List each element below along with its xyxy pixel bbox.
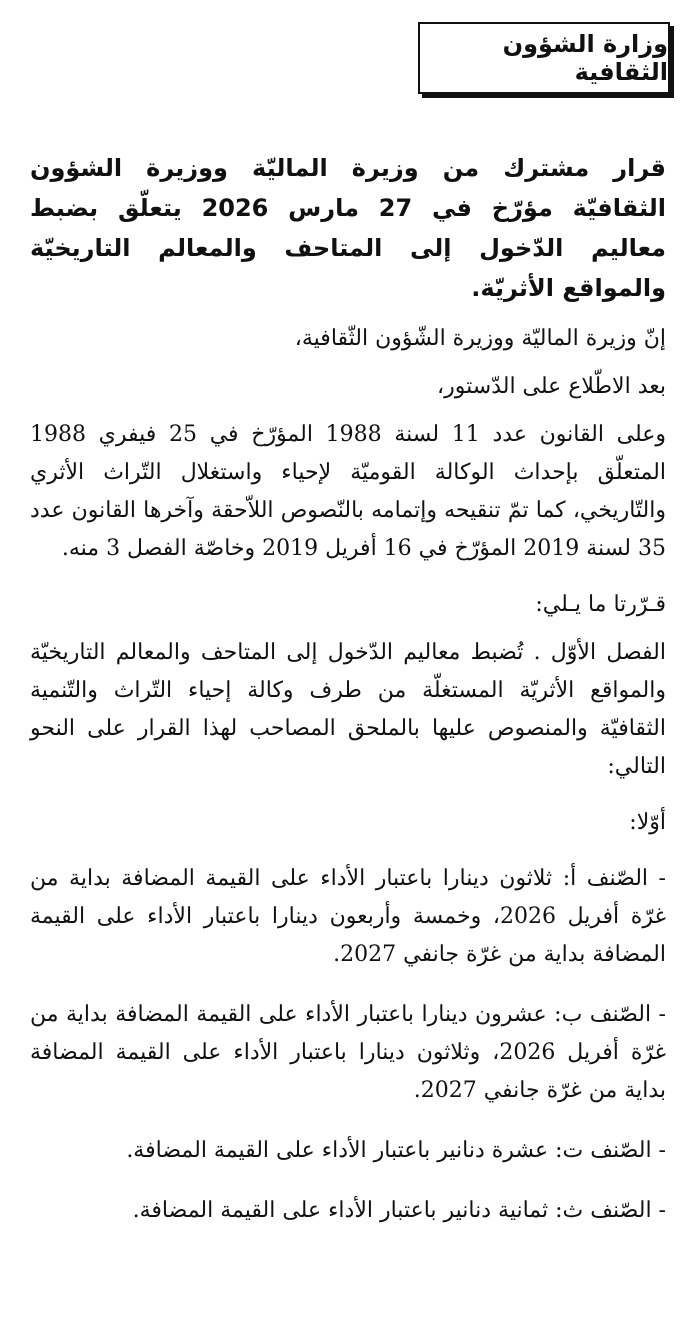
ministry-name: وزارة الشؤون الثقافية <box>502 30 668 86</box>
decree-title: قرار مشترك من وزيرة الماليّة ووزيرة الشؤون الثقافيّة مؤرّخ في 27 مارس 2026 يتعلّق بضبط معاليم الدّخول إلى المتاحف والمعالم التاريخيّة والمواقع الأثريّة. <box>30 154 667 302</box>
first-heading: أوّلا: <box>629 810 666 835</box>
decree-body <box>30 148 666 1252</box>
category-th-paragraph: - الصّنف ث: ثمانية دنانير باعتبار الأداء على القيمة المضافة. <box>132 1198 666 1223</box>
article-one-paragraph: الفصل الأوّل . تُضبط معاليم الدّخول إلى المتاحف والمعالم التاريخيّة والمواقع الأثريّة المستغلّة من طرف وكالة إحياء التّراث والتّنمية الثقافيّة والمنصوص عليها بالملحق المصاحب لهذا القرار على النحو التالي: <box>30 640 666 779</box>
preamble-paragraph: إنّ وزيرة الماليّة ووزيرة الشّؤون الثّقافية، <box>294 326 666 351</box>
category-b-paragraph: - الصّنف ب: عشرون دينارا باعتبار الأداء على القيمة المضافة بداية من غرّة أفريل 2026، وثلاثون دينارا باعتبار الأداء على القيمة المضافة بداية من غرّة جانفي 2027. <box>30 1002 666 1103</box>
category-a-paragraph: - الصّنف أ: ثلاثون دينارا باعتبار الأداء على القيمة المضافة بداية من غرّة أفريل 2026، وخمسة وأربعون دينارا باعتبار الأداء على القيمة المضافة بداية من غرّة جانفي 2027. <box>30 866 666 967</box>
law-reference-paragraph: وعلى القانون عدد 11 لسنة 1988 المؤرّخ في 25 فيفري 1988 المتعلّق بإحداث الوكالة القوميّة لإحياء واستغلال التّراث الأثري والتّاريخي، كما تمّ تنقيحه وإتمامه بالنّصوص اللاّحقة وآخرها القانون عدد 35 لسنة 2019 المؤرّخ في 16 أفريل 2019 وخاصّة الفصل 3 منه. <box>30 422 666 561</box>
decided-paragraph: قـرّرتا ما يـلي: <box>535 592 666 617</box>
ministry-header-box <box>418 22 670 94</box>
category-t-paragraph: - الصّنف ت: عشرة دنانير باعتبار الأداء على القيمة المضافة. <box>126 1138 666 1163</box>
constitution-paragraph: بعد الاطّلاع على الدّستور، <box>437 374 666 399</box>
